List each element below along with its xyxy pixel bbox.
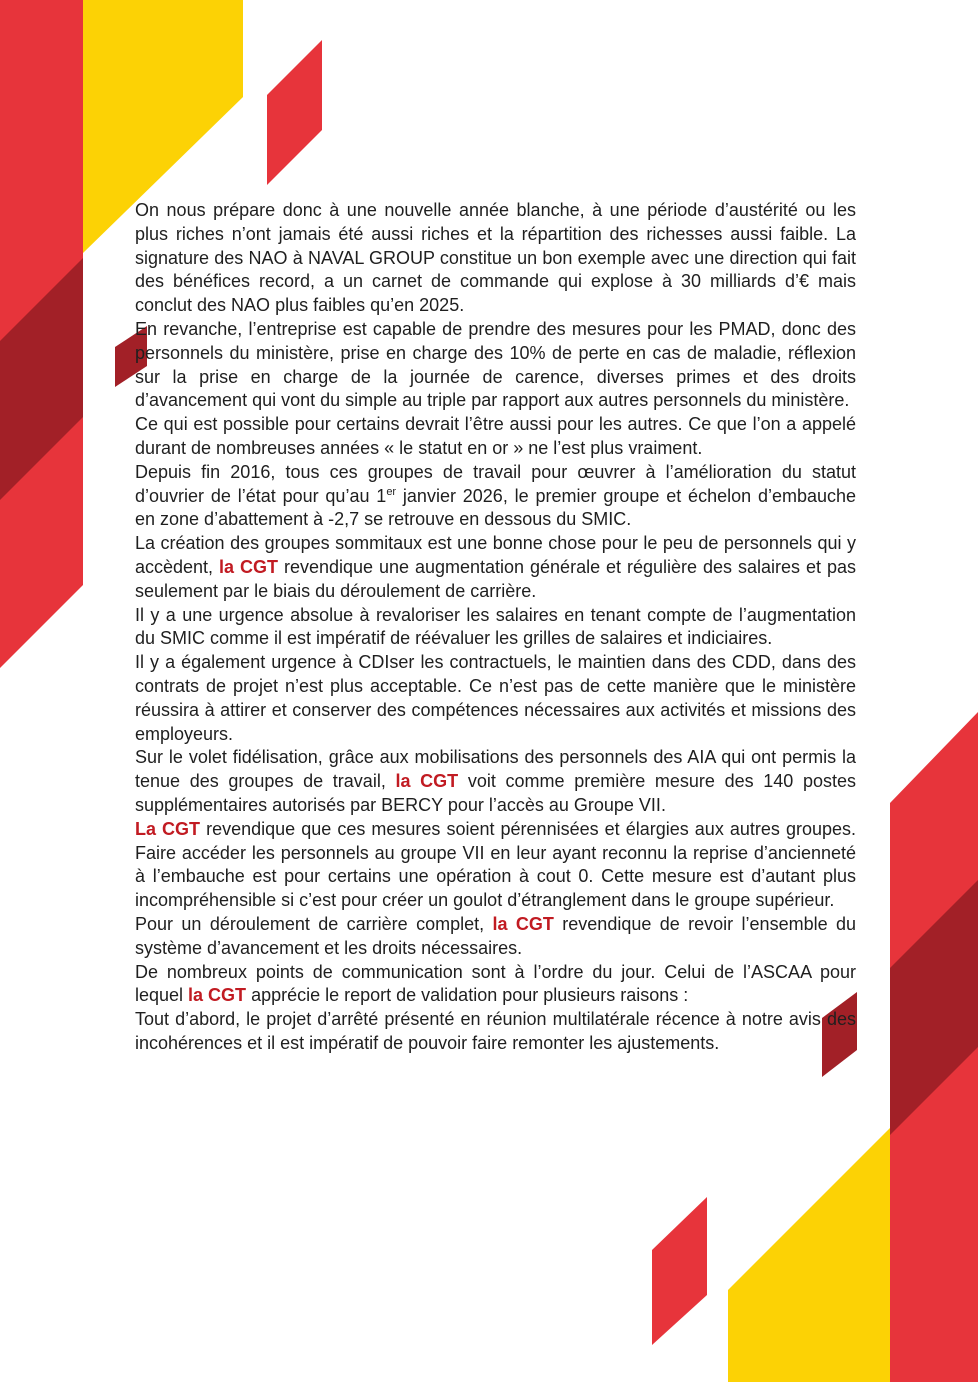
body-text-run: voit comme première mesure des 140 postes supplémentaires autorisés par BERCY pour l’accès au Groupe VII. xyxy=(135,771,857,815)
body-text-run: revendique que ces mesures soient pérennisées et élargies aux autres groupes. Faire accéder les personnels au groupe VII en leur ayant reconnu la reprise d’ancienneté à l’embauche est pour certains une opération à cout 0. Cette mesure est d’autant plus incompréhensible si c’est pour créer un goulot d’étranglement dans le groupe supérieur. xyxy=(135,818,856,911)
paragraph xyxy=(135,1008,856,1056)
body-text-run: Sur le volet fidélisation, grâce aux mobilisations des personnels des AIA qui ont permis la tenue des groupes de travail, xyxy=(135,747,856,792)
body-text-run: De nombreux points de communication sont à l’ordre du jour. Celui de l’ASCAA pour lequel xyxy=(135,961,856,1006)
document-body xyxy=(135,199,856,1056)
body-text-run: er xyxy=(386,485,397,498)
paragraph xyxy=(135,913,856,961)
body-text-run: En revanche, l’entreprise est capable de prendre des mesures pour les PMAD, donc des personnels du ministère, prise en charge des 10% de perte en cas de maladie, réflexion sur la prise en charge de la journée de carence, diverses primes et des droits d’avancement qui vont du simple au triple par rapport aux autres personnels du ministère. xyxy=(135,318,856,411)
cgt-highlight-text: la CGT xyxy=(188,985,247,1006)
body-text-run: revendique de revoir l’ensemble du système d’avancement et les droits nécessaires. xyxy=(135,913,857,958)
paragraph xyxy=(135,818,856,913)
paragraph xyxy=(135,746,856,817)
body-text-run: Tout d’abord, le projet d’arrêté présenté en réunion multilatérale récence à notre avis des incohérences et il est impératif de pouvoir faire remonter les ajustements. xyxy=(135,1009,856,1053)
top-red-parallelogram-shape xyxy=(267,40,322,185)
paragraph xyxy=(135,961,856,1009)
paragraph xyxy=(135,532,856,603)
body-text-run: Il y a également urgence à CDIser les contractuels, le maintien dans des CDD, dans des contrats de projet n’est plus acceptable. Ce n’est pas de cette manière que le ministère réussira à attirer et conserver des compétences nécessaires aux activités et missions des employeurs. xyxy=(135,652,856,744)
bottom-red-parallelogram-shape xyxy=(652,1197,707,1345)
cgt-highlight-text: la CGT xyxy=(219,556,278,577)
body-text-run: Pour un déroulement de carrière complet, xyxy=(135,913,493,934)
paragraph xyxy=(135,651,856,746)
paragraph xyxy=(135,413,856,461)
paragraph xyxy=(135,604,856,652)
paragraph xyxy=(135,199,856,318)
body-text-run: On nous prépare donc à une nouvelle année blanche, à une période d’austérité ou les plus riches n’ont jamais été aussi riches et la répartition des richesses aussi faible. La signature des NAO à NAVAL GROUP constitue un bon exemple avec une direction qui fait des bénéfices record, a un carnet de commande qui explose à 30 milliards d’€ mais conclut des NAO plus faibles qu’en 2025. xyxy=(135,200,856,316)
body-text-run: La création des groupes sommitaux est une bonne chose pour le peu de personnels qui y accèdent, xyxy=(135,533,856,577)
cgt-highlight-text: la CGT xyxy=(492,913,554,934)
paragraph xyxy=(135,318,856,413)
body-text-run: Il y a une urgence absolue à revaloriser les salaires en tenant compte de l’augmentation du SMIC comme il est impératif de réévaluer les grilles de salaires et indiciaires. xyxy=(135,604,856,649)
bottom-yellow-wedge-shape xyxy=(728,1128,890,1382)
body-text-run: Depuis fin 2016, tous ces groupes de travail pour œuvrer à l’amélioration du statut d’ouvrier de l’état pour qu’au 1 xyxy=(135,461,856,506)
body-text-run: apprécie le report de validation pour plusieurs raisons : xyxy=(246,985,689,1006)
body-text-run: janvier 2026, le premier groupe et échelon d’embauche en zone d’abattement à -2,7 se retrouve en dessous du SMIC. xyxy=(135,485,857,530)
cgt-highlight-text: la CGT xyxy=(395,771,459,792)
body-text-run: revendique une augmentation générale et régulière des salaires et pas seulement par le biais du déroulement de carrière. xyxy=(135,556,856,601)
paragraph xyxy=(135,461,856,532)
cgt-highlight-text: La CGT xyxy=(135,818,201,839)
body-text-run: Ce qui est possible pour certains devrait l’être aussi pour les autres. Ce que l’on a appelé durant de nombreuses années « le statut en or » ne l’est plus vraiment. xyxy=(135,414,856,458)
